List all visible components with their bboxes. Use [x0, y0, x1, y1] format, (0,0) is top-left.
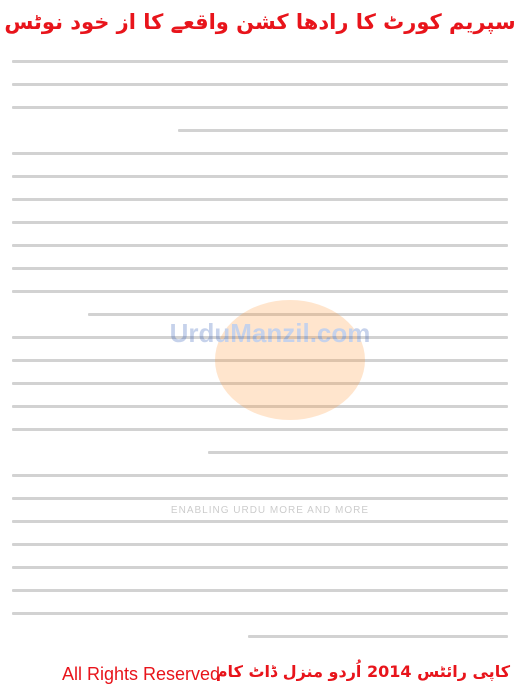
body-text-line [12, 405, 508, 408]
watermark-tagline: ENABLING URDU MORE AND MORE [170, 505, 370, 516]
body-text-line [12, 221, 508, 224]
body-text-line [12, 336, 508, 339]
body-text-line [208, 451, 508, 454]
body-text-line [12, 520, 508, 523]
body-text-line [12, 543, 508, 546]
body-text-line [178, 129, 508, 132]
body-text-line [12, 428, 508, 431]
watermark-domain: UrduManzil.com [169, 318, 371, 348]
footer-rights: All Rights Reserved [62, 664, 221, 684]
body-text-line [12, 290, 508, 293]
body-text-line [88, 313, 508, 316]
footer [0, 660, 520, 690]
body-text-line [12, 497, 508, 500]
body-text-line [12, 83, 508, 86]
body-text-line [12, 198, 508, 201]
body-text-line [12, 566, 508, 569]
body-text-line [12, 106, 508, 109]
body-text-line [12, 152, 508, 155]
body-text-line [12, 474, 508, 477]
body-text-line [12, 244, 508, 247]
body-text-line [12, 60, 508, 63]
article-body [12, 50, 508, 648]
body-text-line [12, 359, 508, 362]
body-text-line [12, 267, 508, 270]
body-text-line [12, 175, 508, 178]
article-headline: سپریم کورٹ کا رادھا کشن واقعے کا از خود نوٹس [4, 10, 516, 34]
body-text-line [12, 382, 508, 385]
footer-copyright: کاپی رائٹس 2014 اُردو منزل ڈاٹ کام [215, 662, 510, 681]
body-text-line [248, 635, 508, 638]
body-text-line [12, 589, 508, 592]
body-text-line [12, 612, 508, 615]
